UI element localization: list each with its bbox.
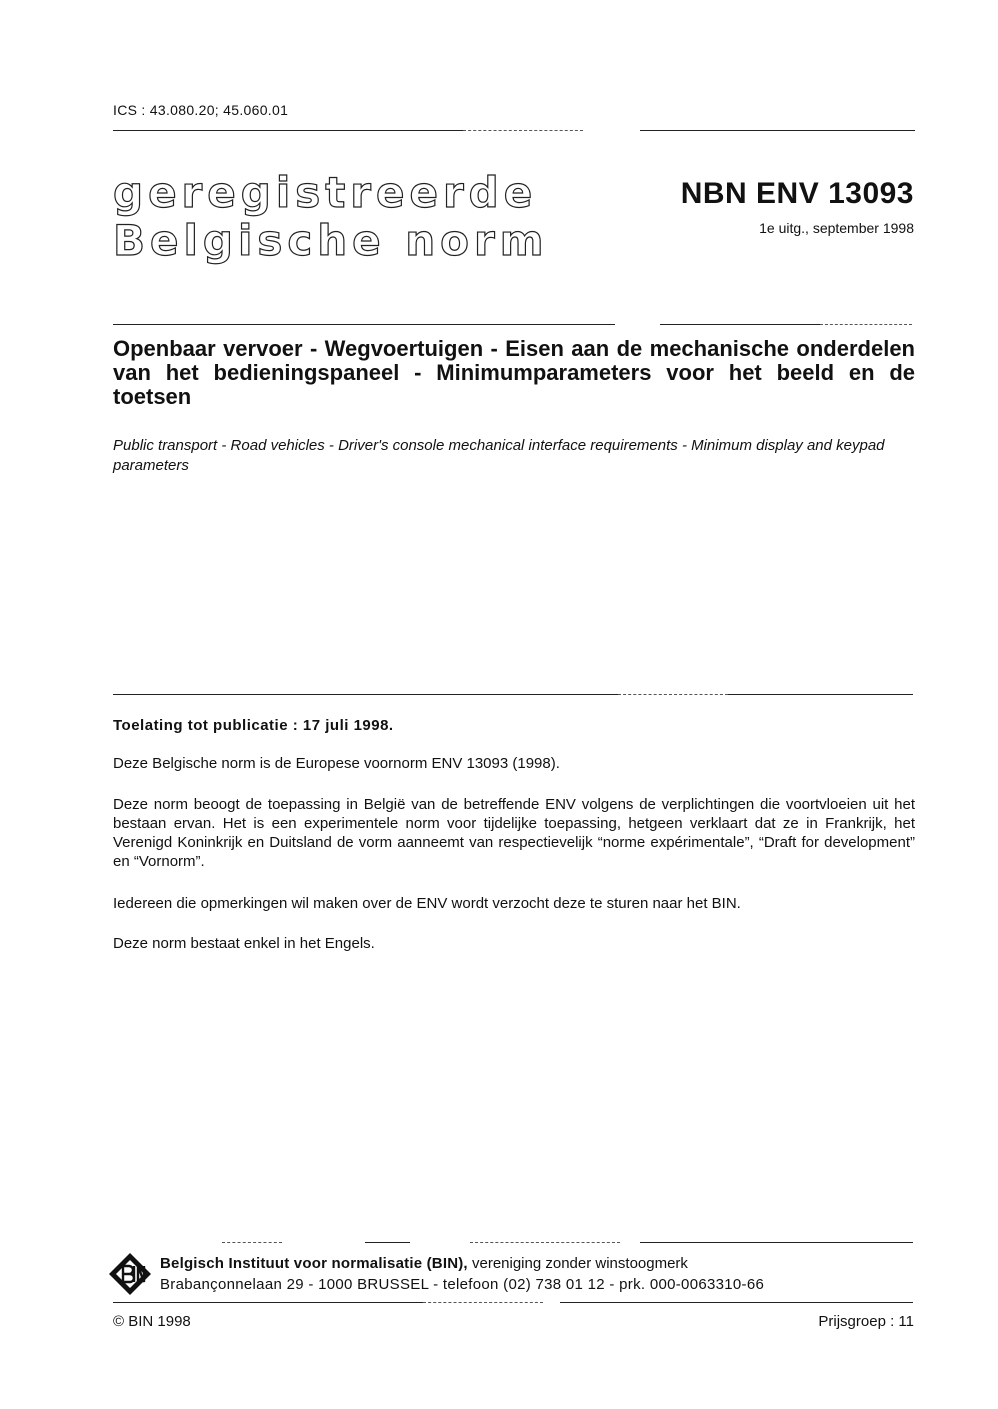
header-rule-right <box>640 130 915 131</box>
footer-rule-segment <box>365 1242 410 1243</box>
paragraph: Deze norm beoogt de toepassing in België van de betreffende ENV volgens de verplichtingen die voortvloeien uit het bestaan ervan. Het is een experimentele norm voor tijdelijke toepassing, hetgeen verklaart dat ze in Frankrijk, het Verenigd Koninkrijk en Duitsland de vorm aanneemt van respectievelijk “norme expérimentale”, “Draft for development” en “Vornorm”. <box>113 796 915 870</box>
body-rule-left <box>113 694 618 695</box>
paragraph: Deze norm bestaat enkel in het Engels. <box>113 935 375 952</box>
registered-standard-line2: Belgische norm <box>113 216 549 265</box>
document-title-dutch: Openbaar vervoer - Wegvoertuigen - Eisen aan de mechanische onderdelen van het bedieningspaneel - Minimumparameters voor het beeld en de toetsen <box>113 336 915 409</box>
title-rule-right <box>660 324 820 325</box>
registered-standard-line1: geregistreerde <box>113 168 538 217</box>
title-rule-left <box>113 324 615 325</box>
copyright: © BIN 1998 <box>113 1313 191 1330</box>
footer-rule-dashed <box>470 1242 620 1243</box>
header-rule-dashed <box>463 130 583 131</box>
publication-approval: Toelating tot publicatie : 17 juli 1998. <box>113 717 394 734</box>
footer-bottom-rule <box>113 1302 423 1303</box>
header-rule <box>113 130 463 131</box>
price-group: Prijsgroep : 11 <box>818 1313 914 1330</box>
footer-bottom-rule-right <box>560 1302 913 1303</box>
bin-logo-icon <box>107 1251 153 1297</box>
paragraph: Iedereen die opmerkingen wil maken over de ENV wordt verzocht deze te sturen naar het BIN. <box>113 895 741 912</box>
body-rule-dashed <box>618 694 728 695</box>
paragraph: Deze Belgische norm is de Europese voornorm ENV 13093 (1998). <box>113 755 560 772</box>
title-rule-dashed <box>820 324 912 325</box>
institute-type: vereniging zonder winstoogmerk <box>467 1255 688 1272</box>
body-rule-right <box>728 694 913 695</box>
institute-address: Brabançonnelaan 29 - 1000 BRUSSEL - telefoon (02) 738 01 12 - prk. 000-0063310-66 <box>160 1276 765 1293</box>
footer-rule-right <box>640 1242 913 1243</box>
institute-name: Belgisch Instituut voor normalisatie (BIN), <box>160 1255 468 1272</box>
ics-code: ICS : 43.080.20; 45.060.01 <box>113 102 289 118</box>
footer-bottom-rule-dashed <box>423 1302 543 1303</box>
standard-number: NBN ENV 13093 <box>680 177 914 210</box>
institute-line <box>160 1255 688 1272</box>
document-title-english: Public transport - Road vehicles - Driver's console mechanical interface requirements - Minimum display and keypad parameters <box>113 437 885 474</box>
edition-date: 1e uitg., september 1998 <box>759 220 914 236</box>
footer-rule-dashed <box>222 1242 282 1243</box>
